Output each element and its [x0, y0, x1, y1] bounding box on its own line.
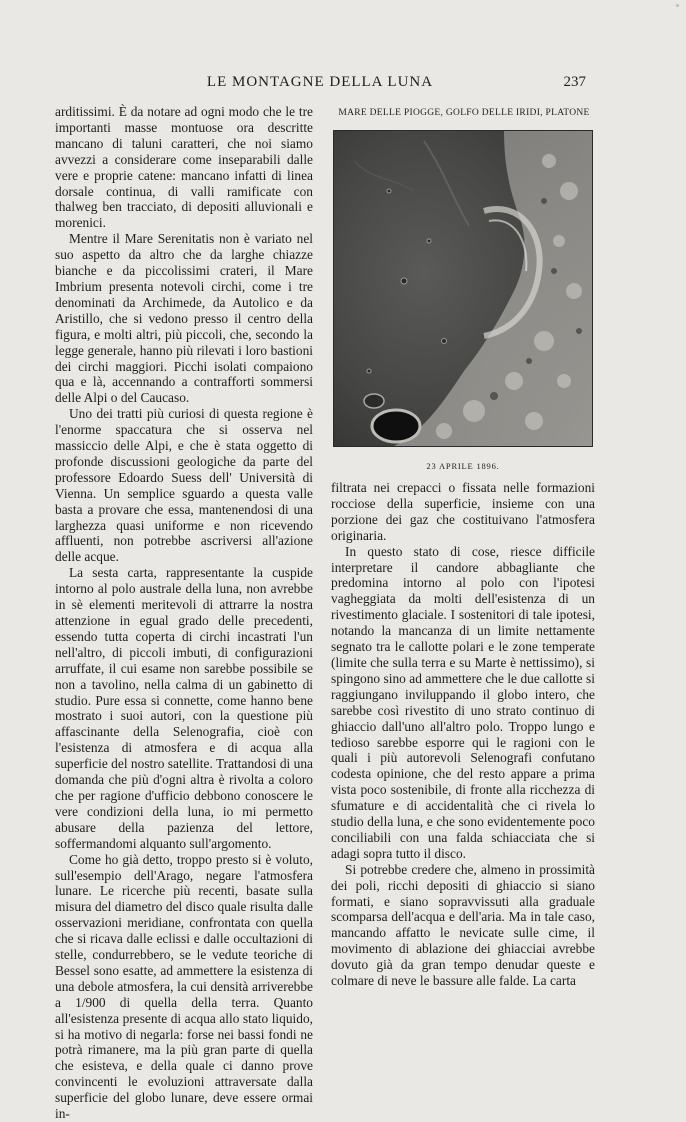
paragraph: Mentre il Mare Serenitatis non è variato nel suo aspetto da altro che da larghe chiazze bianche e da piccolissimi crateri, il Mare Imbrium presenta notevoli circhi, come i tre denominati da Archimede, da Autolico e da Aristillo, che si vedono presso il centro della figura, e molti altri, più piccoli, che, secondo la legge generale, hanno più rilevati i loro bastioni dei circhi maggiori. Picchi isolati compaiono qua e là, accennando a contrafforti sommersi delle Alpi o del Caucaso. [55, 231, 313, 406]
page-number: 237 [563, 74, 586, 90]
paragraph: Come ho già detto, troppo presto si è voluto, sull'esempio dell'Arago, negare l'atmosfera lunare. Le ricerche più recenti, basate sulla misura del diametro del disco quale risulta dalle osservazioni meridiane, confrontata con quella che si ricava dalle eclissi e dalle occultazioni di stelle, condurrebbero, se le vedute teoriche di Bessel sono esatte, ad ammettere la esistenza di una debole atmosfera, la cui densità arriverebbe a 1/900 di quella della terra. Quanto all'esistenza presente di acqua allo stato liquido, si ha motivo di negarla: forse nei bassi fondi ne potrà rimanere, ma la più gran parte di quella che esisteva, e della quale ci danno prove convincenti le evoluzioni attraversate dalla superficie del globo lunare, deve essere ormai in- [55, 851, 313, 1122]
corner-speck [676, 4, 679, 7]
figure-date: 23 APRILE 1896. [426, 461, 500, 471]
paragraph: In questo stato di cose, riesce difficile interpretare il candore abbagliante che predomina intorno al polo con l'ipotesi vagheggiata da molti dell'esistenza di un rivestimento glaciale. I sostenitori di tale ipotesi, notando la mancanza di un limite nettamente segnato tra le callotte polari e le zone temperate (limite che sulla terra e su Marte è nettissimo), si spingono sino ad ammettere che le due callotte si raggiungano inviluppando il globo intero, che sarebbe così rivestito di uno strato continuo di ghiaccio dall'uno all'altro polo. Troppo lungo e tedioso sarebbe esporre qui le ragioni con le quali i più autorevoli Selenografi confutano codesta opinione, che del resto appare a prima vista poco sostenibile, di fronte alla ricchezza di sfumature e di accidentalità che ci rivela lo studio della luna, e che sono evidentemente poco conciliabili con una falda schiacciata che si adagi sopra tutto il disco. [331, 543, 595, 861]
paragraph: Uno dei tratti più curiosi di questa regione è l'enorme spaccatura che si osserva nel massiccio delle Alpi, e che è stata oggetto di profonde discussioni geologiche da parte del professore Edoardo Suess dell' Università di Vienna. Un semplice sguardo a questa valle basta a provare che essa, mantenendosi di una larghezza quasi uniforme e non ricevendo affluenti, non potrebbe ascriversi all'azione delle acque. [55, 406, 313, 565]
right-text-column [331, 480, 595, 989]
paragraph: arditissimi. È da notare ad ogni modo che le tre importanti masse montuose ora descritte mancano di taluni caratteri, che noi siamo avvezzi a considerare come inseparabili dalle vere e proprie catene: mancano infatti di linea dorsale continua, di valli ramificate con thalweg ben tracciato, di depositi alluvionali e morenici. [55, 104, 313, 231]
paragraph: Si potrebbe credere che, almeno in prossimità dei poli, ricchi depositi di ghiaccio si siano formati, e siano sopravvissuti alla graduale scomparsa dell'acqua e dell'aria. Ma in tale caso, mancando affatto le nevicate sulle cime, il movimento di ablazione dei ghiacciai avrebbe dovuto già da gran tempo denudar queste e colmare di neve le bassure alle falde. La carta [331, 861, 595, 989]
figure-caption: MARE DELLE PIOGGE, GOLFO DELLE IRIDI, PLATONE [338, 108, 590, 118]
left-text-column [55, 104, 313, 1122]
running-title: LE MONTAGNE DELLA LUNA [206, 74, 434, 90]
moon-photograph-svg [334, 131, 592, 446]
paragraph: filtrata nei crepacci o fissata nelle formazioni rocciose della superficie, insieme con una porzione dei gaz che costituivano l'atmosfera originaria. [331, 480, 595, 543]
running-head [0, 74, 686, 96]
moon-photograph [333, 130, 593, 447]
paragraph: La sesta carta, rappresentante la cuspide intorno al polo australe della luna, non avrebbe in sè elementi meritevoli di attrarre la nostra attenzione in egual grado delle precedenti, essendo tutta coperta di circhi incastrati l'un nell'altro, di piccoli imbuti, di configurazioni arruffate, il cui esame non sarebbe possibile se non a tavolino, nella calma di un gabinetto di studio. Pure essa si connette, come hanno bene mostrato i suoi autori, con la questione più affascinante della Selenografia, cioè con l'esistenza di atmosfera e di acqua alla superficie del nostro satellite. Trattandosi di una domanda che più d'ogni altra è rivolta a coloro che per ragione d'ufficio debbono conoscere le vere condizioni della luna, io mi permetto abusare della pazienza del lettore, soffermandomi alquanto sull'argomento. [55, 565, 313, 851]
